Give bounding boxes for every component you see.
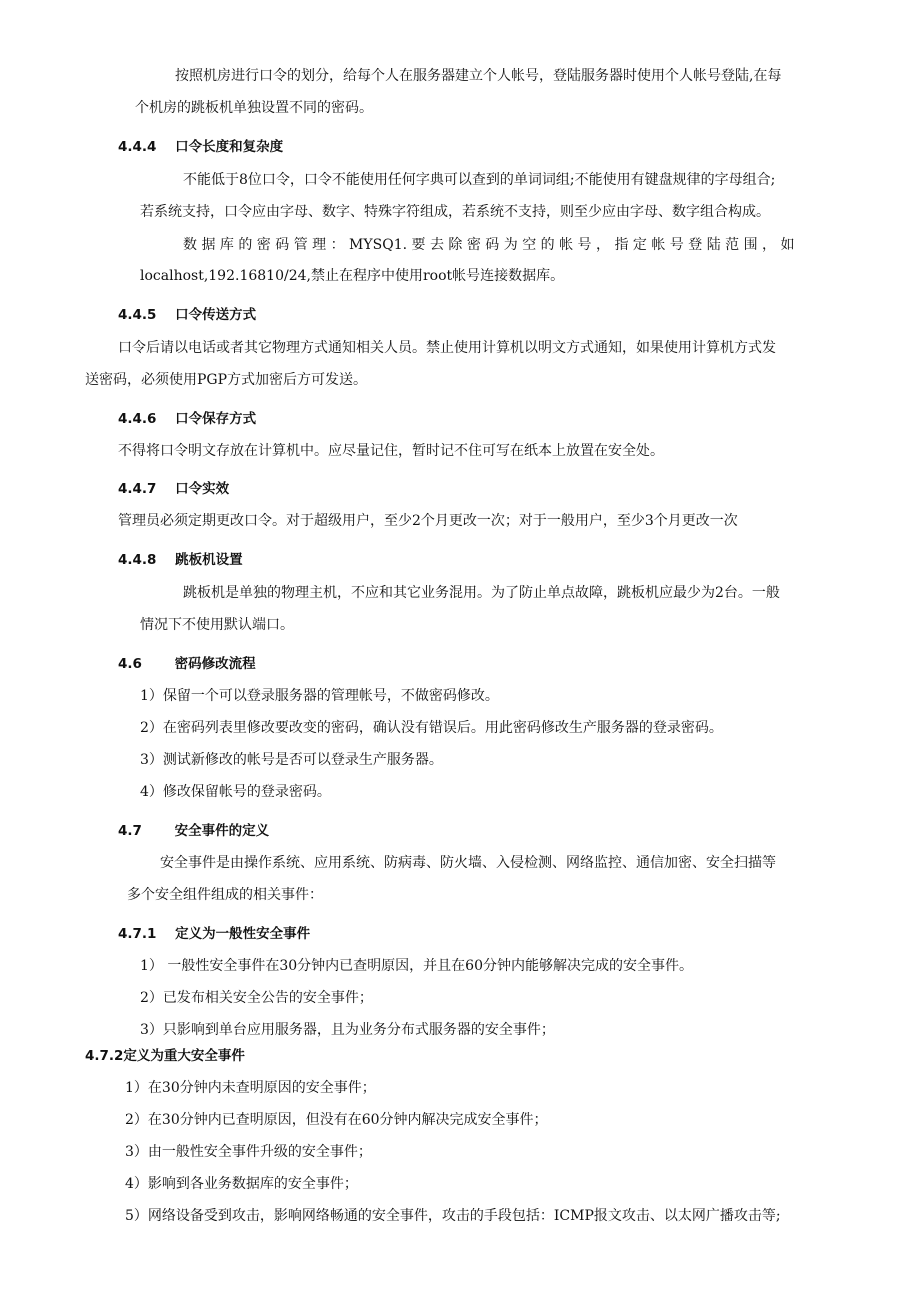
heading-4-6 bbox=[118, 654, 256, 674]
para-line: 管理员必须定期更改口令。对于超级用户，至少2个月更改一次；对于一般用户，至少3个月更改一次 bbox=[118, 513, 738, 529]
heading-title: 密码修改流程 bbox=[174, 656, 256, 672]
heading-number: 4.4.4 bbox=[118, 139, 157, 155]
heading-number: 4.6 bbox=[118, 656, 142, 672]
heading-4-4-5 bbox=[118, 305, 256, 325]
para-line: 多个安全组件组成的相关事件： bbox=[127, 887, 323, 903]
heading-title: 口令传送方式 bbox=[175, 307, 257, 323]
heading-4-4-7 bbox=[118, 479, 229, 499]
para-line: 送密码，必须使用PGP方式加密后方可发送。 bbox=[85, 372, 368, 388]
list-item: 1）在30分钟内未查明原因的安全事件； bbox=[125, 1080, 376, 1096]
list-item: 2）在30分钟内已查明原因，但没有在60分钟内解决完成安全事件； bbox=[125, 1112, 548, 1128]
list-item: 1） 一般性安全事件在30分钟内已查明原因，并且在60分钟内能够解决完成的安全事件。 bbox=[140, 958, 693, 974]
list-item: 3）测试新修改的帐号是否可以登录生产服务器。 bbox=[140, 752, 443, 768]
heading-4-7-2: 4.7.2定义为重大安全事件 bbox=[85, 1048, 245, 1064]
para-line: 跳板机是单独的物理主机，不应和其它业务混用。为了防止单点故障，跳板机应最少为2台。一般 bbox=[183, 585, 780, 601]
para-line: 情况下不使用默认端口。 bbox=[140, 617, 294, 633]
heading-title: 安全事件的定义 bbox=[174, 823, 270, 839]
heading-title: 跳板机设置 bbox=[175, 552, 243, 568]
list-item: 4）修改保留帐号的登录密码。 bbox=[140, 784, 331, 800]
para-line: 数 据 库 的 密 码 管 理 ： MYSQ1. 要 去 除 密 码 为 空 的 帐 号 ， 指 定 帐 号 登 陆 范 围 ， 如 bbox=[183, 237, 795, 253]
para-line: 不得将口令明文存放在计算机中。应尽量记住，暂时记不住可写在纸本上放置在安全处。 bbox=[118, 443, 664, 459]
heading-number: 4.4.5 bbox=[118, 307, 157, 323]
heading-4-4-8 bbox=[118, 550, 243, 570]
intro-line-1: 按照机房进行口令的划分，给每个人在服务器建立个人帐号，登陆服务器时使用个人帐号登陆,在每 bbox=[175, 68, 782, 84]
para-line: 安全事件是由操作系统、应用系统、防病毒、防火墙、入侵检测、网络监控、通信加密、安全扫描等 bbox=[160, 855, 776, 871]
heading-title: 口令保存方式 bbox=[175, 411, 257, 427]
heading-4-7 bbox=[118, 821, 269, 841]
para-line: 口令后请以电话或者其它物理方式通知相关人员。禁止使用计算机以明文方式通知，如果使用计算机方式发 bbox=[118, 340, 776, 356]
heading-4-4-6 bbox=[118, 409, 256, 429]
para-line: 不能低于8位口令，口令不能使用任何字典可以查到的单词词组;不能使用有键盘规律的字母组合; bbox=[183, 172, 776, 188]
list-item: 4）影响到各业务数据库的安全事件； bbox=[125, 1176, 358, 1192]
heading-4-7-1 bbox=[118, 924, 310, 944]
heading-number: 4.4.8 bbox=[118, 552, 157, 568]
heading-title: 口令实效 bbox=[175, 481, 230, 497]
intro-line-2: 个机房的跳板机单独设置不同的密码。 bbox=[135, 100, 373, 116]
para-line: localhost,192.16810/24,禁止在程序中使用root帐号连接数据库。 bbox=[140, 268, 565, 284]
list-item: 2）已发布相关安全公告的安全事件； bbox=[140, 990, 373, 1006]
heading-number: 4.7 bbox=[118, 823, 142, 839]
heading-title: 口令长度和复杂度 bbox=[175, 139, 284, 155]
list-item: 5）网络设备受到攻击，影响网络畅通的安全事件，攻击的手段包括：ICMP报文攻击、以太网广播攻击等; bbox=[125, 1208, 781, 1224]
heading-title: 定义为一般性安全事件 bbox=[175, 926, 311, 942]
list-item: 1）保留一个可以登录服务器的管理帐号，不做密码修改。 bbox=[140, 688, 499, 704]
list-item: 3）由一般性安全事件升级的安全事件； bbox=[125, 1144, 372, 1160]
heading-number: 4.7.1 bbox=[118, 926, 157, 942]
heading-number: 4.4.7 bbox=[118, 481, 157, 497]
heading-4-4-4 bbox=[118, 137, 283, 157]
list-item: 2）在密码列表里修改要改变的密码，确认没有错误后。用此密码修改生产服务器的登录密码。 bbox=[140, 720, 723, 736]
heading-number: 4.4.6 bbox=[118, 411, 157, 427]
list-item: 3）只影响到单台应用服务器，且为业务分布式服务器的安全事件； bbox=[140, 1022, 555, 1038]
para-line: 若系统支持，口令应由字母、数字、特殊字符组成，若系统不支持，则至少应由字母、数字组合构成。 bbox=[140, 204, 770, 220]
